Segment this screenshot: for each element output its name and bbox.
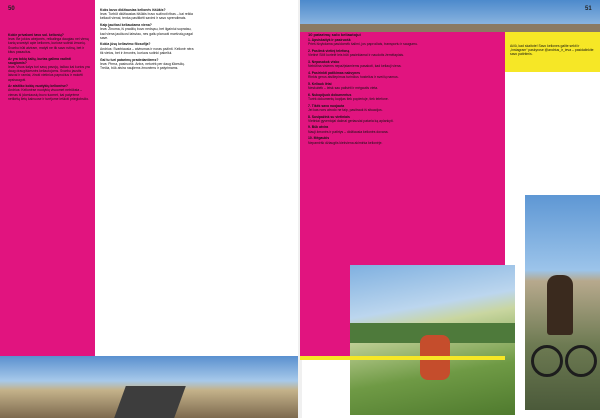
qa-item	[100, 42, 195, 55]
top-landscape-photo	[300, 0, 600, 32]
yellow-caption-bar	[300, 356, 505, 360]
tip-title: 2. Pasiimk vietinį telefoną	[308, 49, 350, 54]
tips-heading: 10 patarimų solo keliautojui	[308, 32, 361, 37]
tip-text: Vietinė SIM kortelė leis būti pasiekiamai ir naudotis žemėlapiais.	[308, 53, 405, 58]
tip-title: 8. Susipažink su vietiniais	[308, 114, 350, 119]
bike-wheel-rear	[565, 345, 597, 377]
bike-wheel-front	[531, 345, 563, 377]
road-shape	[114, 386, 186, 418]
tip-item	[308, 104, 478, 112]
tips-column	[308, 33, 478, 147]
sidebar-note	[510, 44, 595, 59]
tip-text: Prieš išvykdama pasidomėk šalimi, jos papročiais, transportu ir saugumu.	[308, 42, 419, 47]
tip-text: Jei kas nors atrodo ne taip, pasitrauk iš situacijos.	[308, 107, 383, 112]
tip-item	[308, 125, 478, 133]
qa-item	[8, 84, 90, 101]
question: Ar atsitiko kokių nuotykių kelionėse?	[8, 84, 68, 89]
tip-item	[308, 93, 478, 101]
tip-text: Rinkis gerus atsiliepimus turinčius hostelius ir svečių namus.	[308, 75, 399, 80]
qa-item	[100, 8, 195, 21]
tip-text: Neskubėk – leisk sau pailsėti ir mėgautis vieta.	[308, 86, 379, 91]
ridge-shape	[300, 24, 600, 32]
tip-text: Nepamiršk džiaugtis kiekviena akimirka kelionėje.	[308, 140, 383, 145]
question: Kokia jūsų keliavimo filosofija?	[100, 42, 151, 47]
question: Gal tu turi patarimų pradedantiems?	[100, 57, 159, 62]
tip-text: Nauji žmonės ir patirtys – didžiausia kelionės dovana.	[308, 129, 389, 134]
answer: Andrius: Svarbiausia – atvirumas ir noras pažinti. Kelionė nėra tik vietos, bet ir žmonės, kuriuos sutinki pakeliui.	[100, 46, 194, 55]
sidebar-text: Ačiū, kad skaitote! Savo keliones galite sekti ir „Instagram“ paskyrose @andrius_ir_ieva – pasidalinkite savo patirtimis.	[510, 44, 594, 57]
tip-title: 5. Keliauk lėtai	[308, 81, 332, 86]
answer: Ieva: Visos šalys turi savų pavojų, tačiau kai kurios yra daug draugiškesnės keliautojoms. Svarbu jaustis laisvai ir ramiai, žinoti vietinius papročius ir mokėti apsisaugoti.	[8, 64, 90, 82]
tip-text: Vietiniai gyventojai dažnai geriausiai pataria ką aplankyti.	[308, 118, 394, 123]
tip-item	[308, 38, 478, 46]
tip-item	[308, 60, 478, 68]
interview-column-1	[8, 33, 90, 104]
tip-title: 6. Nukopijuok dokumentus	[308, 92, 352, 97]
tip-text: Nebūtina visiems nepažįstamiems pasakoti, kad keliauji viena.	[308, 64, 402, 69]
qa-item	[8, 33, 90, 54]
tip-title: 1. Apsiskaityk ir pasiruošk	[308, 38, 351, 43]
qa-item	[8, 57, 90, 82]
tip-text: Turėk dokumentų kopijas tiek popieriuje, tiek telefone.	[308, 96, 389, 101]
tip-item	[308, 82, 478, 90]
question: Koks buvo didžiausias kelionės iššūkis?	[100, 8, 166, 12]
question: Kokie privalomi tavo sol. kelionių?	[8, 33, 64, 37]
answer: Ieva: Turbūt didžiausias iššūkis buvo sužinoti ribas – kai reikia keliauti vienai, tenka pasitikėti savimi ir savo sprendimais.	[100, 12, 193, 21]
question: Ar yra tokių šalių, kurias galima vadinti saugiomis?	[8, 56, 71, 65]
answer: Ieva: Be jokios abejonės, reikalinga daugiau nei vieną kartą svarstyti apie keliones, kuriose sutinki žmonių. Svarbu būti atviram, matyti ne tik savo rutiną, bet ir kitus pasaulius.	[8, 37, 89, 54]
tip-item	[308, 136, 478, 144]
cyclist-photo	[525, 195, 600, 410]
tip-item	[308, 115, 478, 123]
tip-title: 3. Nepasakok visko	[308, 60, 340, 65]
qa-item	[100, 58, 195, 71]
field-photo	[350, 265, 515, 415]
tip-title: 4. Pasirinkti patikimas nakvynes	[308, 70, 361, 75]
road-landscape-photo	[0, 356, 300, 418]
page-number-right: 51	[585, 6, 592, 12]
question: Kaip jaučiasi keliaudama viena?	[100, 23, 152, 28]
rider-figure	[547, 275, 573, 335]
tip-item	[308, 71, 478, 79]
page-number-left: 50	[8, 6, 15, 12]
answer: Ieva: Žinoma, iš pradžių buvo nedrąsu, bet ilgainiui supratau, kad viena jaučiuosi laisviau, nes galiu planuoti maršrutą pagal save.	[100, 27, 193, 40]
interview-column-2	[100, 8, 195, 73]
tip-title: 10. Mėgaukis	[308, 136, 330, 141]
qa-item	[100, 23, 195, 40]
tip-item	[308, 49, 478, 57]
answer: Andrius: Kelionėse nuotykių visuomet netrūksta – vienas iš įdomiausių buvo tuomet, kai patyrėme netikėtą lietų kalnuose ir turėjome ieškoti prieglobsčio.	[8, 88, 90, 101]
tip-title: 9. Būk atvira	[308, 125, 329, 130]
answer: Ieva: Pirma, pasiruošk. Antra, neturėk per daug lūkesčių. Trečia, būk atvira naujiems žmonėms ir patyrimams.	[100, 61, 185, 70]
tip-title: 7. Tikėk savo nuojauta	[308, 103, 345, 108]
